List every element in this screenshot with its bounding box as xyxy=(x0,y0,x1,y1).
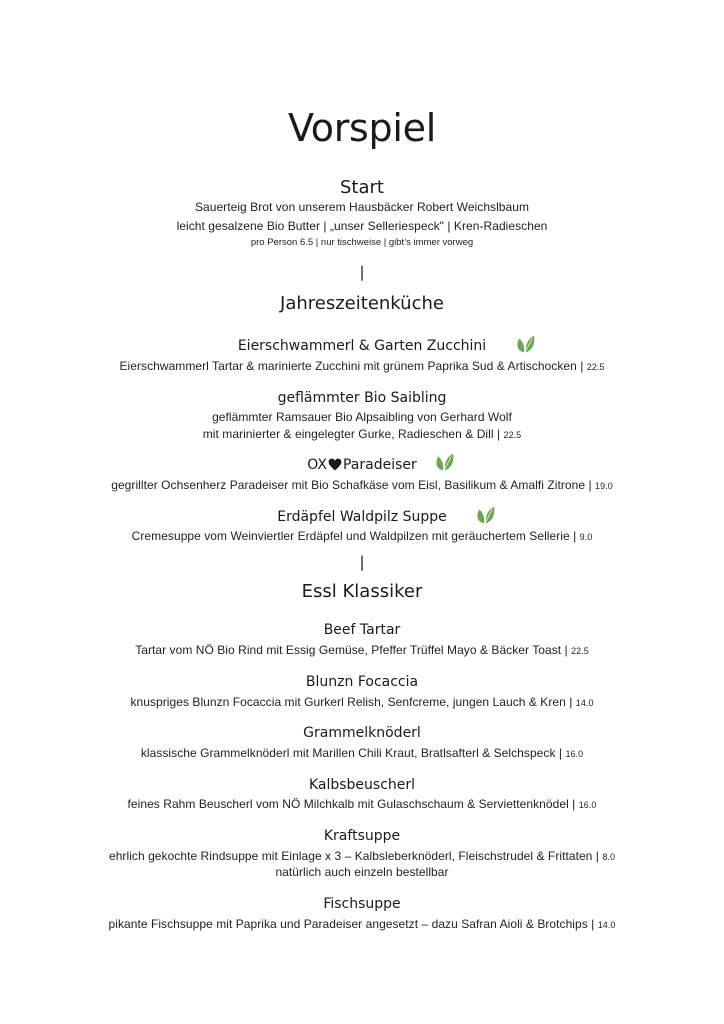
dish-name: Grammelknöderl xyxy=(303,725,421,741)
dish-name: Fischsuppe xyxy=(323,896,401,912)
dish-price: 16.0 xyxy=(578,800,597,810)
dish-description xyxy=(0,358,724,375)
dish-name-prefix: OX xyxy=(307,457,327,473)
dish-description-text: gegrillter Ochsenherz Paradeiser mit Bio Schafkäse vom Eisl, Basilikum & Amalfi Zitrone | xyxy=(111,478,592,492)
dish-price: 22.5 xyxy=(586,362,605,372)
klassiker-heading: Essl Klassiker xyxy=(301,581,423,602)
dish-price: 22.5 xyxy=(503,430,522,440)
dish-price: 14.0 xyxy=(597,920,616,930)
dish-description-text: feines Rahm Beuscherl vom NÖ Milchkalb mit Gulaschschaum & Serviettenknödel | xyxy=(127,797,576,811)
dish-name: Kalbsbeuscherl xyxy=(308,777,416,793)
dish-description-line-2: natürlich auch einzeln bestellbar xyxy=(275,865,449,879)
dish-description xyxy=(0,477,724,494)
dish-description xyxy=(0,916,724,933)
dish-price: 16.0 xyxy=(565,749,584,759)
dish-name: Beef Tartar xyxy=(323,622,401,638)
dish-description-text: Eierschwammerl Tartar & marinierte Zucchini mit grünem Paprika Sud & Artischocken | xyxy=(119,359,584,373)
start-note: pro Person 6.5 | nur tischweise | gibt’s immer vorweg xyxy=(250,237,474,248)
dish-description xyxy=(0,642,724,659)
page-title: Vorspiel xyxy=(288,106,436,150)
dish-description-text: pikante Fischsuppe mit Paprika und Paradeiser angesetzt – dazu Safran Aioli & Brotchips | xyxy=(108,917,595,931)
dish-description xyxy=(0,796,724,813)
dish-price: 9.0 xyxy=(579,532,593,542)
start-heading: Start xyxy=(340,177,384,198)
dish-price: 8.0 xyxy=(602,852,616,862)
start-line-1: Sauerteig Brot von unserem Hausbäcker Robert Weichslbaum xyxy=(194,200,530,214)
section-divider: | xyxy=(359,553,365,571)
dish-description xyxy=(0,426,724,443)
leaf-icon xyxy=(474,504,496,526)
dish-name: geflämmter Bio Saibling xyxy=(277,390,447,406)
dish-description-line-1: geflämmter Ramsauer Bio Alpsaibling von Gerhard Wolf xyxy=(212,410,512,424)
dish-description-text: Cremesuppe vom Weinviertler Erdäpfel und Waldpilzen mit geräuchertem Sellerie | xyxy=(131,529,577,543)
dish-price: 22.5 xyxy=(571,646,589,656)
dish-description-text: knuspriges Blunzn Focaccia mit Gurkerl Relish, Senfcreme, jungen Lauch & Kren | xyxy=(130,695,573,709)
section-divider: | xyxy=(359,263,365,281)
dish-description xyxy=(0,848,724,865)
heart-icon xyxy=(328,458,342,471)
leaf-icon xyxy=(433,451,455,473)
dish-description-text: klassische Grammelknöderl mit Marillen Chili Kraut, Bratlsafterl & Selchspeck | xyxy=(140,746,563,760)
dish-description xyxy=(0,745,724,762)
leaf-icon xyxy=(514,333,536,355)
dish-name: Erdäpfel Waldpilz Suppe xyxy=(277,509,447,525)
dish-name: Kraftsuppe xyxy=(323,828,401,844)
start-line-2: leicht gesalzene Bio Butter | „unser Selleriespeck" | Kren-Radieschen xyxy=(176,219,548,233)
dish-name: Blunzn Focaccia xyxy=(305,674,419,690)
dish-description-text: Tartar vom NÖ Bio Rind mit Essig Gemüse, Pfeffer Trüffel Mayo & Bäcker Toast | xyxy=(135,643,568,657)
dish-description-text: ehrlich gekochte Rindsuppe mit Einlage x 3 – Kalbsleberknöderl, Fleischstrudel & Frittaten | xyxy=(108,849,599,863)
dish-name-suffix: Paradeiser xyxy=(342,457,417,473)
dish-name xyxy=(0,455,724,475)
dish-name: Eierschwammerl & Garten Zucchini xyxy=(237,338,487,354)
dish-description-text: mit marinierter & eingelegter Gurke, Radieschen & Dill | xyxy=(202,427,501,441)
dish-price: 19.0 xyxy=(595,481,613,491)
dish-price: 14.0 xyxy=(575,698,594,708)
dish-description xyxy=(0,694,724,711)
jahreszeiten-heading: Jahreszeitenküche xyxy=(280,293,444,314)
dish-description xyxy=(0,528,724,545)
